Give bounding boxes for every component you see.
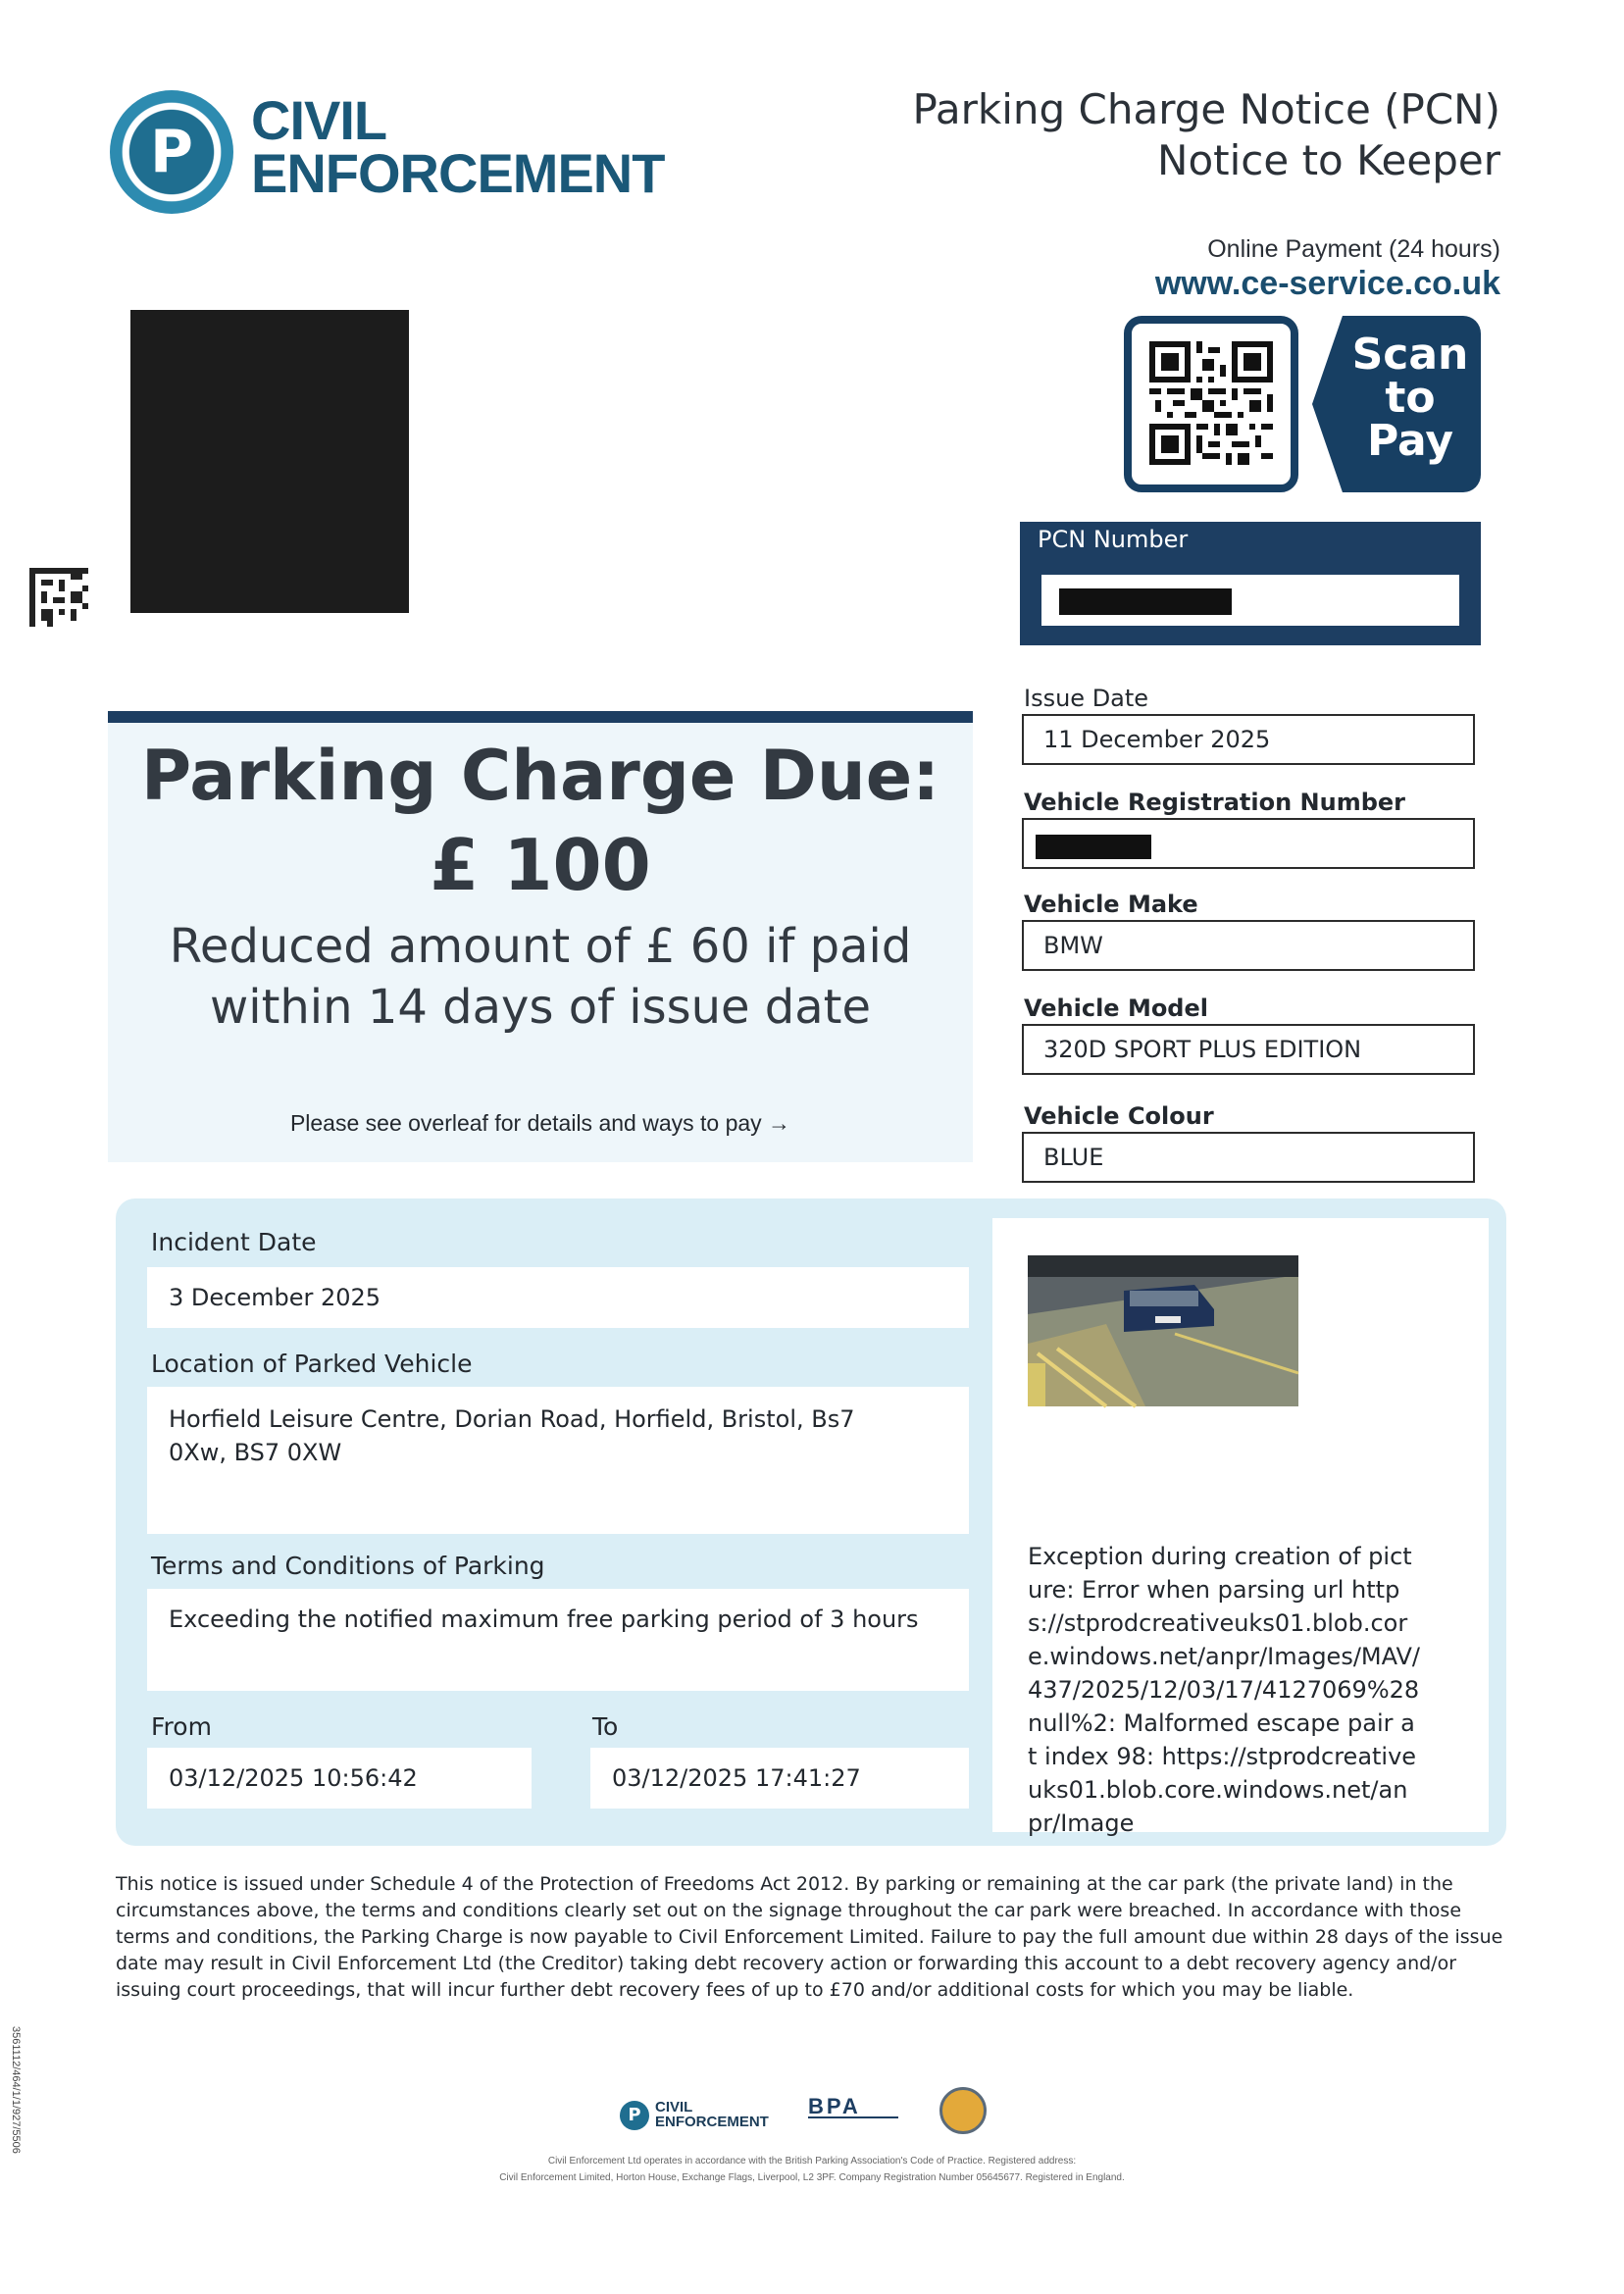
vehicle-photo-image [1028,1255,1298,1406]
charge-due-title: Parking Charge Due: [140,736,940,816]
footer-logo-icon: P [620,2101,649,2130]
brand-name [251,89,665,204]
qr-code-icon [1149,341,1273,465]
vrn-label: Vehicle Registration Number [1024,789,1405,816]
legal-notice: This notice is issued under Schedule 4 of the Protection of Freedoms Act 2012. By parking or remaining at the car park (the private land) in the circumstances above, the terms and conditions clearly set out on the signage throughout the car park were breached. In accordance with those terms and conditions, the Parking Charge is now payable to Civil Enforcement Limited. Failure to pay the full amount due within 28 days of the issue date may result in Civil Enforcement Ltd (the Creditor) taking debt recovery action or forwarding this account to a debt recovery agency and/or issuing court proceedings, that will incur further debt recovery fees of up to £70 and/or additional costs for which you may be liable. [116,1873,1503,2001]
terms-label: Terms and Conditions of Parking [151,1552,545,1580]
redacted-address-block [130,310,409,613]
vrn-redacted [1036,835,1151,859]
footer-logo-line2: ENFORCEMENT [655,2114,769,2130]
scan-to-pay-label [1344,330,1477,466]
overleaf-note: Please see overleaf for details and ways to pay → [289,1110,791,1136]
payment-label: Online Payment (24 hours) [1207,235,1500,263]
brand-logo-letter: P [150,118,193,186]
brand-name-line1: CIVIL [251,89,387,151]
to-field: 03/12/2025 17:41:27 [590,1748,969,1809]
notice-title-line2: Notice to Keeper [1157,136,1500,184]
reduced-line2: within 14 days of issue date [209,980,872,1035]
vehicle-colour-field: BLUE [1022,1132,1475,1183]
side-reference-number: 3561112/464/1/1/927/5506 [10,2026,22,2154]
from-field: 03/12/2025 10:56:42 [147,1748,532,1809]
terms-field: Exceeding the notified maximum free parking period of 3 hours [147,1589,969,1691]
footer-logo-line1: CIVIL [655,2099,693,2116]
notice-title-line1: Parking Charge Notice (PCN) [912,85,1500,133]
vehicle-model-field: 320D SPORT PLUS EDITION [1022,1024,1475,1075]
vehicle-model-label: Vehicle Model [1024,994,1208,1022]
notice-title [912,84,1500,186]
bpa-logo-underline [808,2116,898,2128]
charge-panel-bar [108,711,973,723]
mailing-datamatrix-icon [29,568,88,627]
brand-name-line2: ENFORCEMENT [251,142,665,204]
charge-amount: £ 100 [430,824,651,906]
reduced-amount-text [108,916,973,1038]
incident-date-label: Incident Date [151,1228,317,1256]
reduced-line1: Reduced amount of £ 60 if paid [169,919,912,974]
scan-line2: to [1385,373,1436,423]
vehicle-make-label: Vehicle Make [1024,891,1198,918]
footer-registration-text [294,2153,1330,2186]
issue-date-label: Issue Date [1024,685,1149,712]
payment-qr-code[interactable] [1124,316,1298,492]
vehicle-make-field: BMW [1022,920,1475,971]
vehicle-colour-label: Vehicle Colour [1024,1102,1214,1130]
footer-line2: Civil Enforcement Limited, Horton House, Exchange Flags, Liverpool, L2 3PF. Company Registration Number 05645677. Registered in England. [499,2172,1125,2183]
vehicle-evidence-photo[interactable] [1028,1255,1298,1406]
from-label: From [151,1712,212,1741]
pcn-number-label: PCN Number [1038,526,1189,553]
location-field: Horfield Leisure Centre, Dorian Road, Horfield, Bristol, Bs7 0Xw, BS7 0XW [147,1387,969,1534]
payment-url-link[interactable]: www.ce-service.co.uk [1154,265,1500,302]
scan-line1: Scan [1351,330,1469,380]
bpa-logo: BPA [808,2094,861,2118]
footer-logo-text [655,2100,769,2129]
issue-date-field: 11 December 2025 [1022,714,1475,765]
scan-line3: Pay [1366,416,1454,466]
footer-line1: Civil Enforcement Ltd operates in accordance with the British Parking Association's Code of Practice. Registered address: [547,2156,1077,2167]
approved-operator-seal-icon [939,2087,987,2134]
pcn-number-redacted [1059,588,1232,615]
to-label: To [592,1712,619,1741]
photo-exception-text: Exception during creation of picture: Error when parsing url https://stprodcreativeuks01.blob.core.windows.net/anpr/Images/MAV/437/2025/12/03/17/4127069%28null%2: Malformed escape pair at index 98: https://stprodcreativeuks01.blob.core.windows.net/anpr/Image [1028,1543,1421,1837]
location-label: Location of Parked Vehicle [151,1350,473,1378]
incident-date-field: 3 December 2025 [147,1267,969,1328]
